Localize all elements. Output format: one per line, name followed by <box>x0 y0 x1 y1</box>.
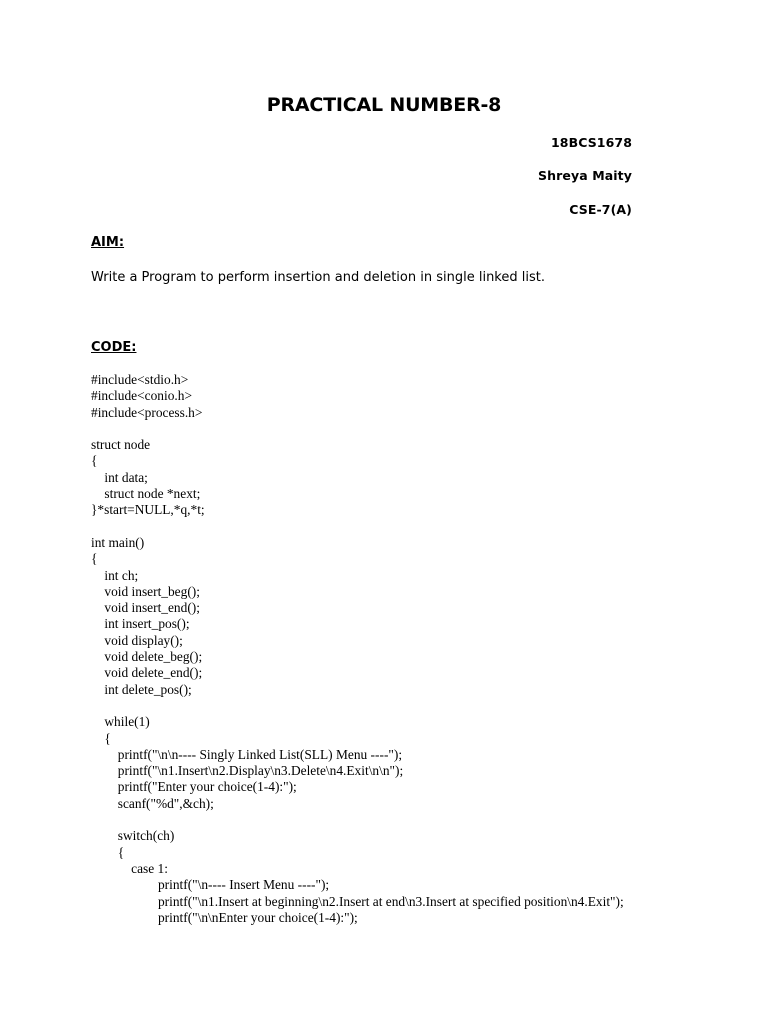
code-line: { <box>91 453 98 469</box>
code-line: }*start=NULL,*q,*t; <box>91 502 205 518</box>
code-line: printf("\n\nEnter your choice(1-4):"); <box>91 909 358 925</box>
code-line: switch(ch) <box>91 828 175 844</box>
aim-text: Write a Program to perform insertion and deletion in single linked list. <box>91 270 545 285</box>
code-line: #include<conio.h> <box>91 388 193 404</box>
code-line: case 1: <box>91 860 168 876</box>
code-line: int delete_pos(); <box>91 681 192 697</box>
code-line: void insert_end(); <box>91 600 200 616</box>
code-line <box>91 698 624 714</box>
code-line: #include<stdio.h> <box>91 372 189 387</box>
class-section: CSE-7(A) <box>569 202 632 217</box>
code-line: printf("Enter your choice(1-4):"); <box>91 779 297 795</box>
page-title: PRACTICAL NUMBER-8 <box>266 94 502 116</box>
code-line: printf("\n---- Insert Menu ----"); <box>91 877 330 893</box>
code-line: while(1) <box>91 714 150 730</box>
roll-number: 18BCS1678 <box>550 135 632 150</box>
student-name: Shreya Maity <box>538 168 632 183</box>
code-line <box>91 519 624 535</box>
code-line <box>91 812 624 828</box>
code-line: { <box>91 844 125 860</box>
code-line: int ch; <box>91 567 139 583</box>
code-line: printf("\n1.Insert at beginning\n2.Insert at end\n3.Insert at specified position\n4.Exit"); <box>91 893 624 909</box>
aim-heading: AIM: <box>91 235 125 250</box>
code-block <box>91 372 624 926</box>
code-line: scanf("%d",&ch); <box>91 795 214 811</box>
code-line: { <box>91 551 98 567</box>
code-line: void delete_beg(); <box>91 649 203 665</box>
code-line: void insert_beg(); <box>91 583 200 599</box>
code-line: int main() <box>91 534 145 550</box>
code-line: int data; <box>91 469 148 485</box>
code-heading: CODE: <box>91 340 137 355</box>
code-line: void delete_end(); <box>91 665 203 681</box>
code-line: #include<process.h> <box>91 404 203 420</box>
code-line: void display(); <box>91 632 183 648</box>
code-line: struct node *next; <box>91 486 201 502</box>
code-line: int insert_pos(); <box>91 616 190 632</box>
code-line: printf("\n\n---- Singly Linked List(SLL) Menu ----"); <box>91 746 403 762</box>
code-line <box>91 421 624 437</box>
code-line: printf("\n1.Insert\n2.Display\n3.Delete\n4.Exit\n\n"); <box>91 763 404 779</box>
code-line: { <box>91 730 111 746</box>
code-line: struct node <box>91 437 151 453</box>
